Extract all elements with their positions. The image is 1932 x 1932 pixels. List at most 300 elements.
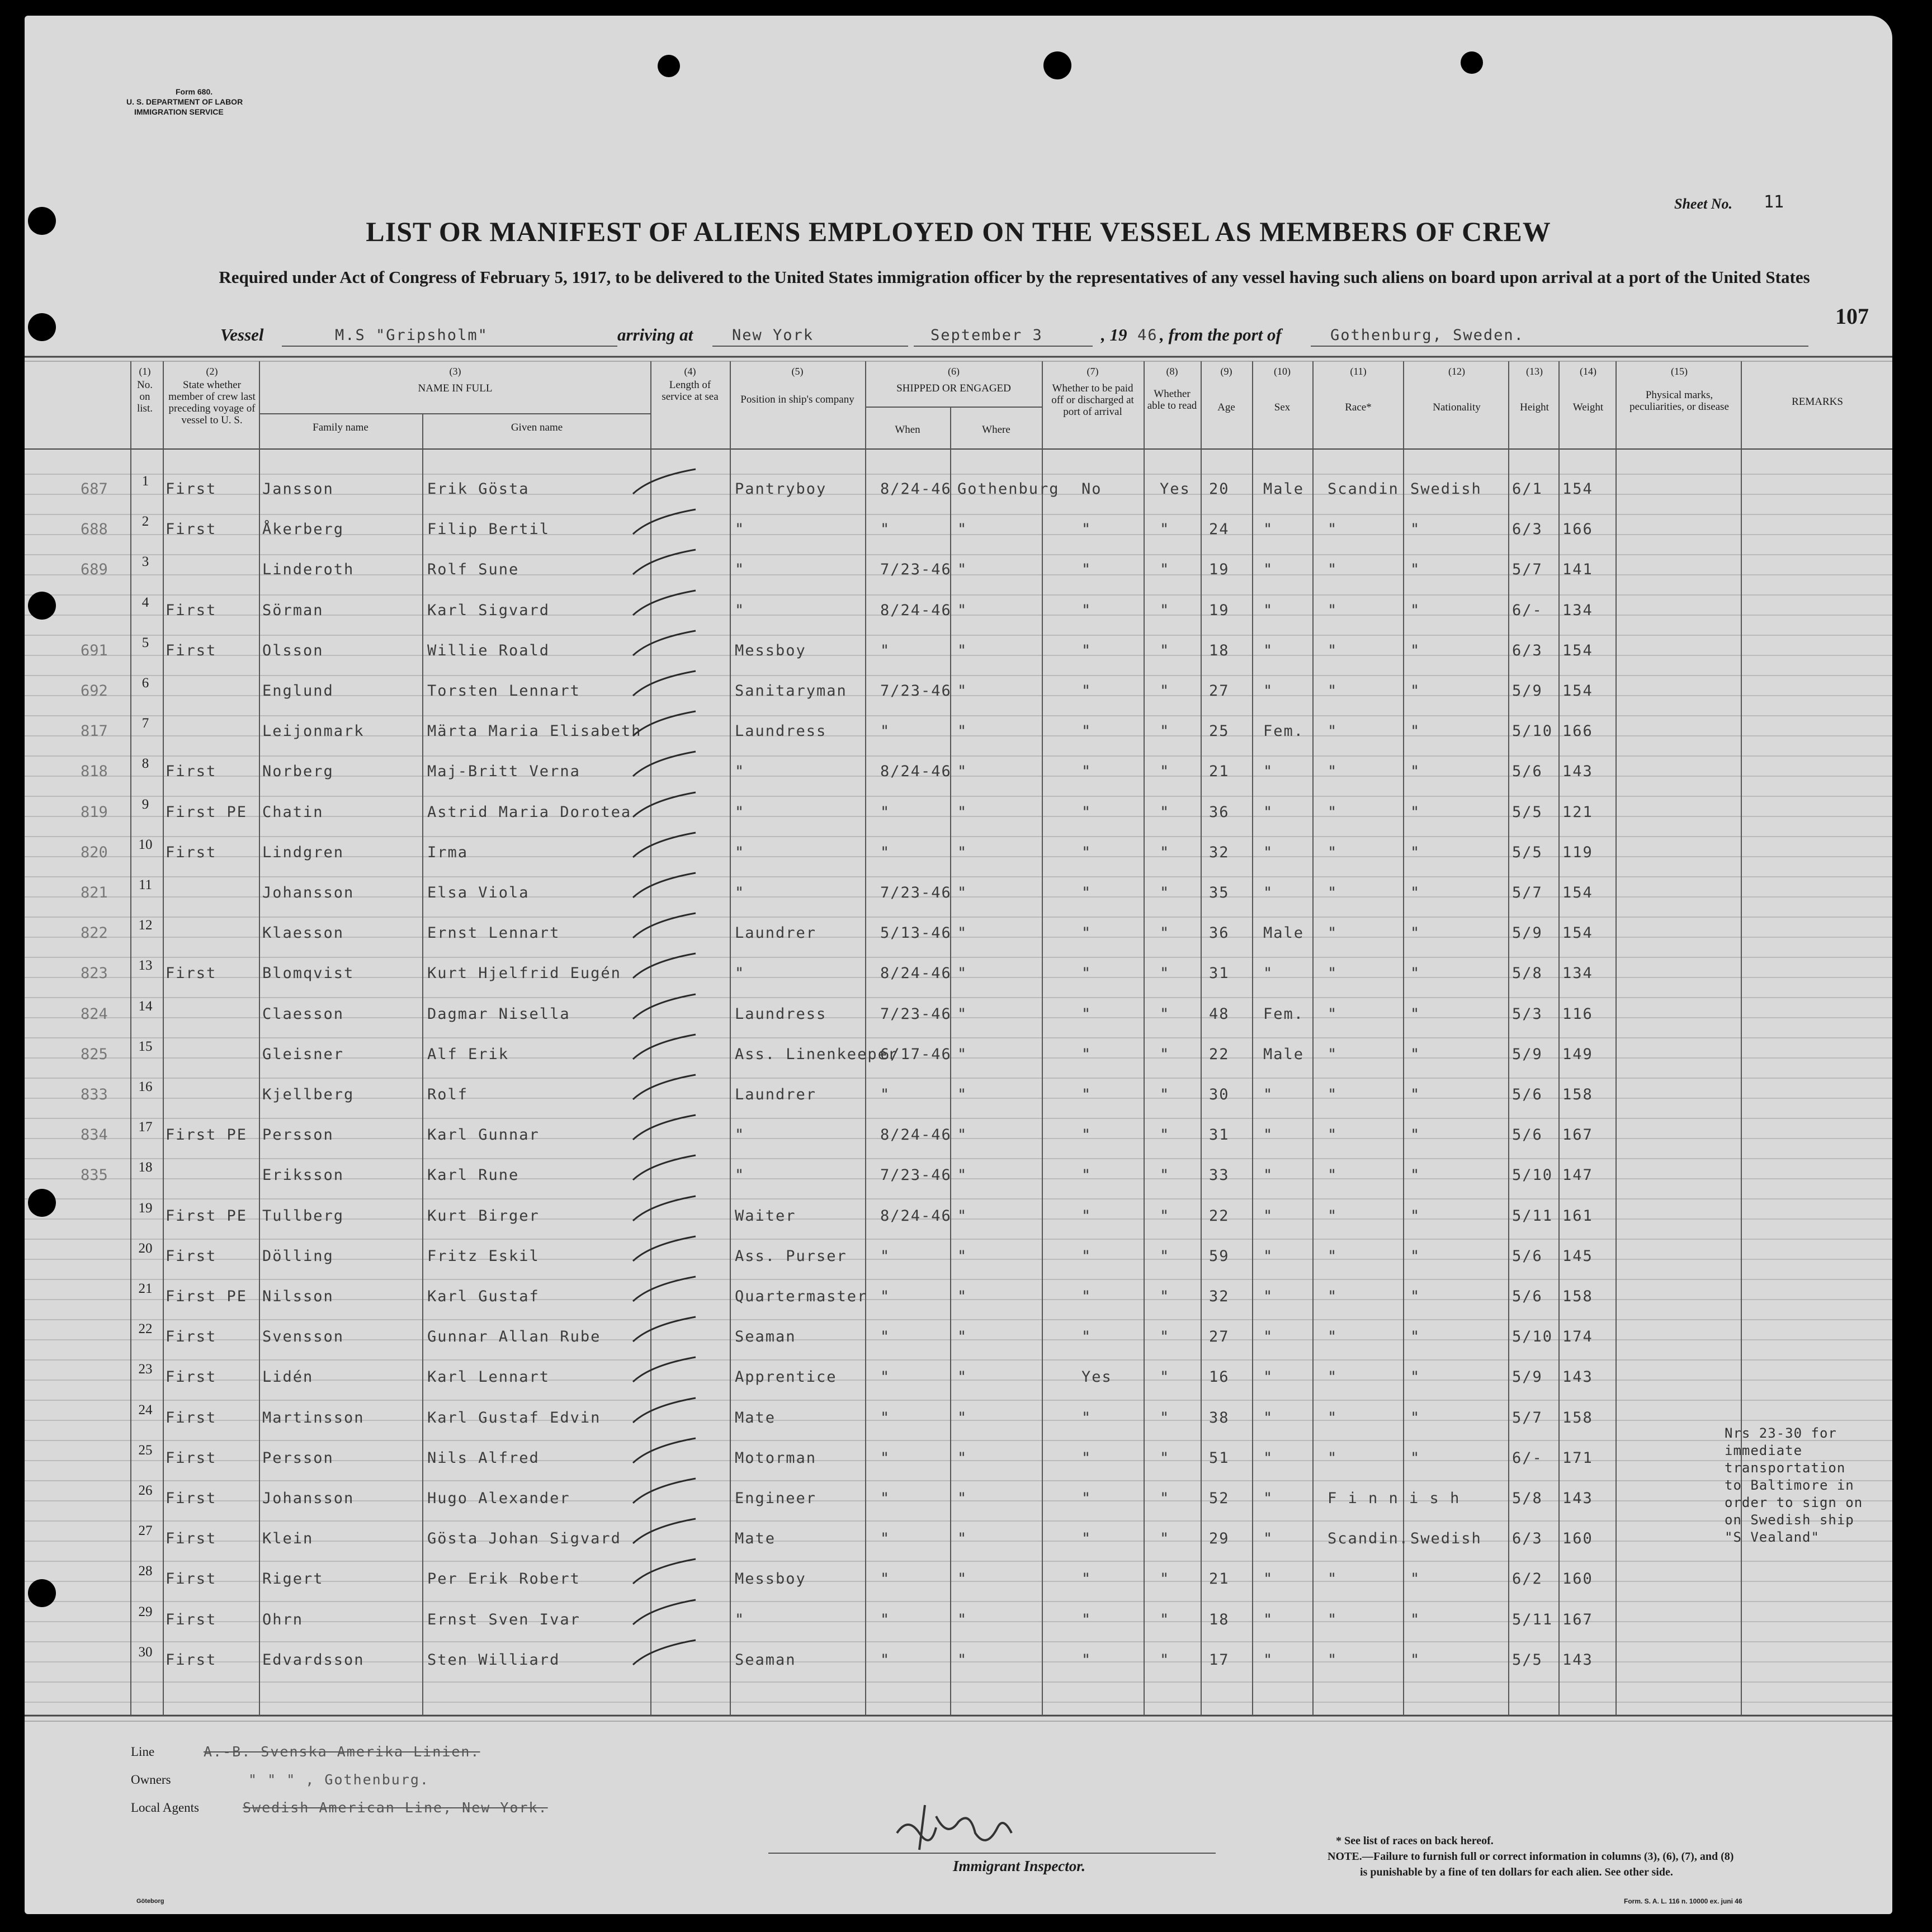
given-name-cell: Gösta Johan Sigvard	[427, 1530, 621, 1548]
nationality-cell: Swedish	[1410, 480, 1482, 498]
row-number: 26	[138, 1483, 153, 1498]
margin-number: 835	[81, 1166, 108, 1184]
margin-number: 691	[81, 641, 108, 659]
paid-off-cell: "	[1081, 521, 1092, 538]
shipped-when-cell: "	[880, 803, 891, 821]
sheet-label: Sheet No.	[1674, 196, 1732, 212]
able-to-read-cell: "	[1160, 1490, 1170, 1507]
race-cell: "	[1328, 601, 1338, 619]
shipped-when-cell: 7/23-46	[880, 1005, 952, 1023]
weight-cell: 154	[1562, 682, 1593, 700]
able-to-read-cell: "	[1160, 601, 1170, 619]
shipped-where-cell: "	[957, 1126, 968, 1144]
age-cell: 30	[1209, 1086, 1230, 1103]
row-number: 20	[138, 1240, 153, 1256]
position-cell: "	[735, 803, 745, 821]
weight-cell: 121	[1562, 803, 1593, 821]
nationality-cell: "	[1410, 722, 1421, 740]
family-name-cell: Jansson	[262, 480, 334, 498]
sex-cell: "	[1263, 1126, 1274, 1144]
family-name-cell: Kjellberg	[262, 1086, 355, 1103]
weight-cell: 158	[1562, 1086, 1593, 1103]
previous-voyage-cell: First	[166, 601, 217, 619]
position-cell: Pantryboy	[735, 480, 827, 498]
position-cell: "	[735, 521, 745, 538]
height-cell: 5/6	[1512, 1086, 1543, 1103]
paid-off-cell: "	[1081, 1247, 1092, 1265]
col5-number: (5)	[791, 366, 804, 377]
margin-number: 687	[81, 480, 108, 498]
given-name-cell: Torsten Lennart	[427, 682, 580, 700]
age-cell: 35	[1209, 884, 1230, 901]
age-cell: 22	[1209, 1045, 1230, 1063]
check-mark	[629, 1596, 701, 1630]
weight-cell: 161	[1562, 1207, 1593, 1225]
from-port-label: , from the port of	[1160, 325, 1282, 344]
paid-off-cell: "	[1081, 1166, 1092, 1184]
family-name-cell: Englund	[262, 682, 334, 700]
race-cell: Scandin	[1328, 480, 1399, 498]
position-cell: "	[735, 1166, 745, 1184]
nationality-cell: "	[1410, 1247, 1421, 1265]
shipped-when-cell: 7/23-46	[880, 682, 952, 700]
shipped-when-cell: 7/23-46	[880, 884, 952, 901]
row-number: 24	[138, 1402, 153, 1418]
shipped-when-cell: "	[880, 1328, 891, 1346]
shipped-where-cell: "	[957, 763, 968, 781]
col14-header: Weight	[1572, 401, 1604, 413]
local-agents-label: Local Agents	[131, 1801, 199, 1815]
sex-cell: Male	[1263, 1045, 1305, 1063]
weight-cell: 154	[1562, 884, 1593, 901]
weight-cell: 134	[1562, 965, 1593, 982]
race-cell: "	[1328, 1449, 1338, 1467]
given-name-cell: Alf Erik	[427, 1045, 509, 1063]
shipped-when-cell: 6/17-46	[880, 1045, 952, 1063]
able-to-read-cell: "	[1160, 1368, 1170, 1386]
paid-off-cell: "	[1081, 1530, 1092, 1548]
margin-number: 820	[81, 843, 108, 861]
age-cell: 32	[1209, 1288, 1230, 1305]
col12-number: (12)	[1448, 366, 1465, 377]
able-to-read-cell: Yes	[1160, 480, 1191, 498]
height-cell: 6/2	[1512, 1570, 1543, 1588]
family-name-cell: Ohrn	[262, 1610, 304, 1628]
age-cell: 51	[1209, 1449, 1230, 1467]
shipped-when-cell: "	[880, 1449, 891, 1467]
position-cell: Mate	[735, 1530, 776, 1548]
shipped-when-cell: 5/13-46	[880, 924, 952, 942]
check-mark	[629, 789, 701, 823]
able-to-read-cell: "	[1160, 1328, 1170, 1346]
race-cell: "	[1328, 1207, 1338, 1225]
race-cell: "	[1328, 1005, 1338, 1023]
remarks-header: REMARKS	[1792, 396, 1843, 408]
family-name-cell: Leijonmark	[262, 722, 365, 740]
row-number: 4	[141, 594, 149, 610]
weight-cell: 143	[1562, 763, 1593, 781]
sex-cell: "	[1263, 1328, 1274, 1346]
age-cell: 38	[1209, 1409, 1230, 1426]
row-number: 8	[141, 756, 149, 772]
arrival-year: 46	[1137, 327, 1158, 344]
row-number: 7	[141, 716, 149, 731]
paid-off-cell: "	[1081, 1409, 1092, 1426]
shipped-where-cell: "	[957, 722, 968, 740]
nationality-cell: "	[1410, 1368, 1421, 1386]
shipped-when-cell: "	[880, 1570, 891, 1588]
shipped-when-cell: 8/24-46	[880, 763, 952, 781]
paid-off-cell: "	[1081, 965, 1092, 982]
check-mark	[629, 627, 701, 661]
arriving-underline	[712, 346, 908, 347]
shipped-where-cell: "	[957, 682, 968, 700]
family-name-cell: Tullberg	[262, 1207, 344, 1225]
col3-header: NAME IN FULL	[418, 382, 493, 394]
col10-number: (10)	[1274, 366, 1291, 377]
able-to-read-cell: "	[1160, 1651, 1170, 1669]
height-cell: 5/9	[1512, 682, 1543, 700]
age-cell: 31	[1209, 965, 1230, 982]
given-name-cell: Kurt Birger	[427, 1207, 540, 1225]
position-cell: Seaman	[735, 1328, 796, 1346]
race-cell: Scandin.	[1328, 1530, 1410, 1548]
note-text: is punishable by a fine of ten dollars for each alien. See other side.	[1360, 1866, 1673, 1878]
row-number: 21	[138, 1281, 153, 1296]
shipped-when-cell: "	[880, 1530, 891, 1548]
given-name-cell: Elsa Viola	[427, 884, 530, 901]
age-cell: 24	[1209, 521, 1230, 538]
able-to-read-cell: "	[1160, 803, 1170, 821]
family-name-cell: Martinsson	[262, 1409, 365, 1426]
col8-number: (8)	[1166, 366, 1178, 377]
punch-hole	[1461, 51, 1483, 74]
able-to-read-cell: "	[1160, 1409, 1170, 1426]
given-name-cell: Fritz Eskil	[427, 1247, 540, 1265]
row-number: 30	[138, 1644, 153, 1660]
race-cell: "	[1328, 641, 1338, 659]
age-cell: 36	[1209, 924, 1230, 942]
check-mark	[629, 1435, 701, 1468]
paid-off-cell: "	[1081, 1610, 1092, 1628]
shipped-where-cell: "	[957, 843, 968, 861]
height-cell: 5/10	[1512, 1166, 1553, 1184]
sex-cell: "	[1263, 1490, 1274, 1507]
paid-off-cell: "	[1081, 1490, 1092, 1507]
shipped-where-cell: "	[957, 884, 968, 901]
margin-number: 824	[81, 1005, 108, 1023]
height-cell: 6/3	[1512, 1530, 1543, 1548]
able-to-read-cell: "	[1160, 1005, 1170, 1023]
previous-voyage-cell: First PE	[166, 1288, 248, 1305]
margin-number: 688	[81, 521, 108, 538]
position-cell: Seaman	[735, 1651, 796, 1669]
able-to-read-cell: "	[1160, 1207, 1170, 1225]
paid-off-cell: "	[1081, 1449, 1092, 1467]
col3-given-header: Given name	[511, 422, 563, 433]
row-number: 5	[141, 635, 149, 650]
check-mark	[629, 1112, 701, 1145]
age-cell: 18	[1209, 1610, 1230, 1628]
previous-voyage-cell: First	[166, 1490, 217, 1507]
shipped-where-cell: "	[957, 1449, 968, 1467]
previous-voyage-cell: First PE	[166, 803, 248, 821]
age-cell: 21	[1209, 763, 1230, 781]
position-cell: Motorman	[735, 1449, 817, 1467]
height-cell: 5/7	[1512, 1409, 1543, 1426]
paid-off-cell: "	[1081, 1288, 1092, 1305]
sheet-number: 11	[1764, 192, 1784, 212]
age-cell: 36	[1209, 803, 1230, 821]
sex-cell: "	[1263, 601, 1274, 619]
row-number: 12	[138, 918, 153, 933]
page-number: 107	[1835, 304, 1869, 329]
age-cell: 52	[1209, 1490, 1230, 1507]
shipped-where-cell: "	[957, 1368, 968, 1386]
sex-cell: "	[1263, 1610, 1274, 1628]
sex-cell: "	[1263, 561, 1274, 579]
given-name-cell: Maj-Britt Verna	[427, 763, 580, 781]
row-number: 25	[138, 1442, 153, 1458]
shipped-where-cell: "	[957, 965, 968, 982]
race-cell: "	[1328, 1247, 1338, 1265]
able-to-read-cell: "	[1160, 763, 1170, 781]
given-name-cell: Dagmar Nisella	[427, 1005, 570, 1023]
age-cell: 31	[1209, 1126, 1230, 1144]
given-name-cell: Karl Gustaf Edvin	[427, 1409, 601, 1426]
weight-cell: 147	[1562, 1166, 1593, 1184]
row-number: 3	[141, 554, 149, 570]
previous-voyage-cell: First	[166, 965, 217, 982]
height-cell: 5/11	[1512, 1610, 1553, 1628]
position-cell: "	[735, 561, 745, 579]
document-title: LIST OR MANIFEST OF ALIENS EMPLOYED ON THE VESSEL AS MEMBERS OF CREW	[366, 216, 1551, 247]
sex-cell: "	[1263, 521, 1274, 538]
race-cell: "	[1328, 1288, 1338, 1305]
able-to-read-cell: "	[1160, 722, 1170, 740]
height-cell: 5/5	[1512, 803, 1543, 821]
family-name-cell: Claesson	[262, 1005, 344, 1023]
family-name-cell: Chatin	[262, 803, 324, 821]
col13-header: Height	[1520, 401, 1549, 413]
height-cell: 5/5	[1512, 1651, 1543, 1669]
given-name-cell: Karl Gunnar	[427, 1126, 540, 1144]
sex-cell: "	[1263, 1086, 1274, 1103]
margin-number: 821	[81, 884, 108, 901]
paid-off-cell: "	[1081, 722, 1092, 740]
height-cell: 5/3	[1512, 1005, 1543, 1023]
nationality-cell: "	[1410, 561, 1421, 579]
remarks-line: "S Vealand"	[1725, 1529, 1820, 1545]
departure-port: Gothenburg, Sweden.	[1330, 327, 1524, 344]
paid-off-cell: "	[1081, 1328, 1092, 1346]
age-cell: 32	[1209, 843, 1230, 861]
height-cell: 5/7	[1512, 884, 1543, 901]
given-name-cell: Hugo Alexander	[427, 1490, 570, 1507]
nationality-cell: "	[1410, 1288, 1421, 1305]
shipped-when-cell: "	[880, 722, 891, 740]
col8-header: Whether able to read	[1147, 388, 1197, 412]
nationality-cell: "	[1410, 1005, 1421, 1023]
able-to-read-cell: "	[1160, 843, 1170, 861]
row-number: 6	[141, 676, 149, 691]
position-cell: "	[735, 1610, 745, 1628]
race-cell: "	[1328, 1328, 1338, 1346]
family-name-cell: Åkerberg	[262, 521, 344, 538]
vessel-name: M.S "Gripsholm"	[335, 327, 488, 344]
row-number: 14	[138, 998, 153, 1014]
previous-voyage-cell: First	[166, 843, 217, 861]
col12-header: Nationality	[1433, 401, 1481, 413]
height-cell: 5/11	[1512, 1207, 1553, 1225]
margin-number: 834	[81, 1126, 108, 1144]
sex-cell: "	[1263, 1449, 1274, 1467]
nationality-cell: Swedish	[1410, 1530, 1482, 1548]
height-cell: 5/6	[1512, 763, 1543, 781]
shipped-where-cell: "	[957, 1328, 968, 1346]
sex-cell: "	[1263, 1651, 1274, 1669]
paid-off-cell: "	[1081, 682, 1092, 700]
race-cell: "	[1328, 1610, 1338, 1628]
race-cell: "	[1328, 722, 1338, 740]
nationality-cell: "	[1410, 521, 1421, 538]
position-cell: Quartermaster	[735, 1288, 868, 1305]
row-number: 11	[138, 877, 153, 892]
shipped-when-cell: 8/24-46	[880, 480, 952, 498]
margin-number: 825	[81, 1045, 108, 1063]
col15-header: Physical marks, peculiarities, or disease	[1629, 389, 1729, 413]
nationality-cell: "	[1410, 1086, 1421, 1103]
weight-cell: 119	[1562, 843, 1593, 861]
able-to-read-cell: "	[1160, 641, 1170, 659]
check-mark	[629, 1475, 701, 1509]
able-to-read-cell: "	[1160, 1166, 1170, 1184]
able-to-read-cell: "	[1160, 1570, 1170, 1588]
able-to-read-cell: "	[1160, 1045, 1170, 1063]
family-name-cell: Gleisner	[262, 1045, 344, 1063]
position-cell: "	[735, 763, 745, 781]
height-cell: 5/8	[1512, 1490, 1543, 1507]
shipped-where-cell: "	[957, 521, 968, 538]
check-mark	[629, 1193, 701, 1226]
position-cell: "	[735, 601, 745, 619]
position-cell: Messboy	[735, 1570, 806, 1588]
shipped-when-cell: "	[880, 843, 891, 861]
check-mark	[629, 1354, 701, 1387]
inspector-signature	[886, 1794, 1020, 1861]
nationality-cell: "	[1410, 1045, 1421, 1063]
family-name-cell: Persson	[262, 1449, 334, 1467]
col13-number: (13)	[1526, 366, 1543, 377]
vessel-label: Vessel	[220, 325, 264, 344]
remarks-line: immediate	[1725, 1443, 1803, 1458]
sex-cell: "	[1263, 1207, 1274, 1225]
position-cell: Laundress	[735, 1005, 827, 1023]
margin-number: 822	[81, 924, 108, 942]
age-cell: 22	[1209, 1207, 1230, 1225]
able-to-read-cell: "	[1160, 1247, 1170, 1265]
check-mark	[629, 950, 701, 984]
nationality-cell: "	[1410, 682, 1421, 700]
col4-header: Length of service at sea	[662, 379, 719, 403]
check-mark	[629, 546, 701, 580]
nationality-cell: "	[1410, 1409, 1421, 1426]
height-cell: 5/10	[1512, 722, 1553, 740]
row-number: 23	[138, 1362, 153, 1377]
row-number: 18	[138, 1160, 153, 1175]
shipped-where-cell: "	[957, 1288, 968, 1305]
given-name-cell: Karl Gustaf	[427, 1288, 540, 1305]
shipped-when-cell: "	[880, 641, 891, 659]
paid-off-cell: "	[1081, 1651, 1092, 1669]
previous-voyage-cell: First	[166, 480, 217, 498]
paid-off-cell: "	[1081, 601, 1092, 619]
nationality-cell: "	[1410, 1449, 1421, 1467]
col6-header: SHIPPED OR ENGAGED	[896, 382, 1011, 394]
nationality-cell: "	[1410, 1570, 1421, 1588]
family-name-cell: Norberg	[262, 763, 334, 781]
position-cell: "	[735, 965, 745, 982]
sex-cell: "	[1263, 803, 1274, 821]
sex-cell: "	[1263, 1166, 1274, 1184]
race-cell: "	[1328, 763, 1338, 781]
col10-header: Sex	[1274, 401, 1291, 413]
check-mark	[629, 829, 701, 863]
family-name-cell: Olsson	[262, 641, 324, 659]
col3-family-header: Family name	[313, 422, 369, 433]
row-number: 10	[138, 837, 153, 852]
shipped-when-cell: "	[880, 1247, 891, 1265]
shipped-where-cell: "	[957, 1409, 968, 1426]
position-cell: Laundress	[735, 722, 827, 740]
given-name-cell: Ernst Sven Ivar	[427, 1610, 580, 1628]
check-mark	[629, 748, 701, 782]
check-mark	[629, 1273, 701, 1307]
row-number: 16	[138, 1079, 153, 1094]
col15-number: (15)	[1671, 366, 1688, 377]
punch-hole	[658, 55, 680, 77]
family-name-cell: Blomqvist	[262, 965, 355, 982]
shipped-when-cell: 7/23-46	[880, 561, 952, 579]
punch-hole	[28, 592, 56, 620]
family-name-cell: Sörman	[262, 601, 324, 619]
paid-off-cell: "	[1081, 1570, 1092, 1588]
check-mark	[629, 1637, 701, 1670]
height-cell: 5/6	[1512, 1288, 1543, 1305]
nationality-cell: "	[1410, 1126, 1421, 1144]
position-cell: Waiter	[735, 1207, 796, 1225]
age-cell: 17	[1209, 1651, 1230, 1669]
margin-number: 818	[81, 763, 108, 781]
previous-voyage-cell: First	[166, 1570, 217, 1588]
check-mark	[629, 1395, 701, 1428]
sex-cell: "	[1263, 1530, 1274, 1548]
weight-cell: 158	[1562, 1288, 1593, 1305]
weight-cell: 166	[1562, 722, 1593, 740]
row-number: 1	[141, 474, 149, 489]
margin-number: 817	[81, 722, 108, 740]
nationality-cell: "	[1410, 601, 1421, 619]
weight-cell: 143	[1562, 1651, 1593, 1669]
date-underline	[914, 346, 1093, 347]
shipped-when-cell: "	[880, 1490, 891, 1507]
note-label: NOTE.—	[1328, 1850, 1373, 1863]
weight-cell: 143	[1562, 1490, 1593, 1507]
previous-voyage-cell: First	[166, 1651, 217, 1669]
nationality-cell: "	[1410, 924, 1421, 942]
shipped-when-cell: "	[880, 521, 891, 538]
given-name-cell: Rolf Sune	[427, 561, 519, 579]
